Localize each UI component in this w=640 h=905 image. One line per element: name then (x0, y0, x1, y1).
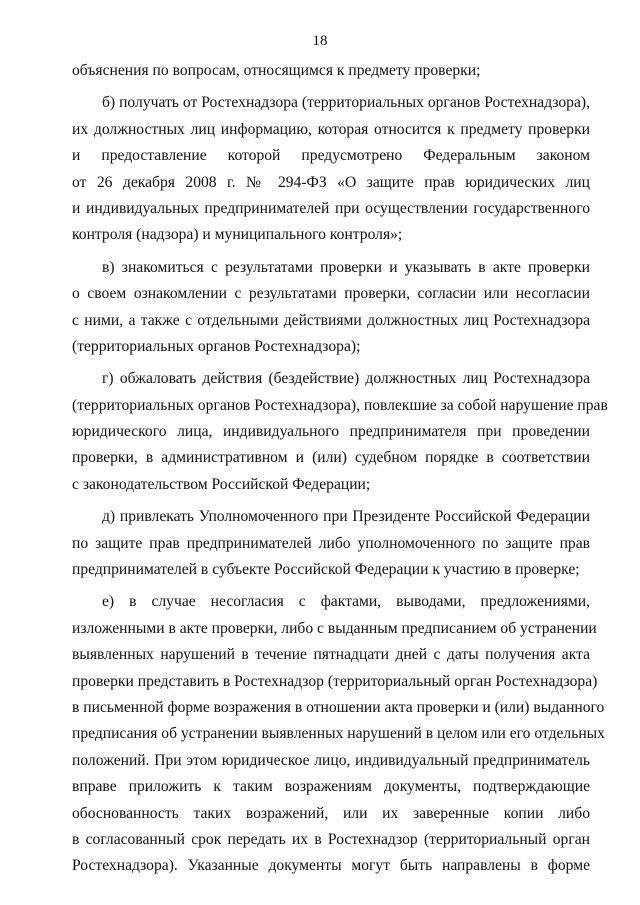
paragraph-item-g (72, 366, 608, 498)
text-line: с законодательством Российской Федерации; (72, 475, 371, 493)
text-line: от 26 декабря 2008 г. № 294-ФЗ «О защите прав юридических лиц (72, 173, 590, 191)
text-line: положений. При этом юридическое лицо, индивидуальный предприниматель (72, 751, 590, 769)
text-line: с ними, а также с отдельными действиями должностных лиц Ростехнадзора (72, 311, 590, 329)
paragraph-item-d (72, 504, 590, 583)
text-line: по защите прав предпринимателей либо уполномоченного по защите прав (72, 534, 590, 552)
text-line: объяснения по вопросам, относящимся к предмету проверки; (72, 62, 481, 79)
text-line: предпринимателей в субъекте Российской Федерации к участию в проверке; (72, 561, 580, 579)
text-line: е) в случае несогласия с фактами, выводами, предложениями, (102, 593, 590, 611)
text-line: предписания об устранении выявленных нарушений в целом или его отдельных (72, 725, 605, 743)
text-line: г) обжаловать действия (бездействие) должностных лиц Ростехнадзора (102, 370, 590, 388)
paragraph-item-e (72, 589, 605, 879)
text-line: и предоставление которой предусмотрено Федеральным законом (72, 147, 590, 165)
text-line: контроля (надзора) и муниципального контроля»; (72, 226, 403, 244)
text-line: обоснованность таких возражений, или их заверенные копии либо (72, 804, 590, 822)
text-line: в согласованный срок передать их в Ростехнадзор (территориальный орган (72, 830, 590, 848)
text-line: (территориальных органов Ростехнадзора); (72, 337, 361, 355)
text-line: выявленных нарушений в течение пятнадцати дней с даты получения акта (72, 646, 590, 664)
text-line: б) получать от Ростехнадзора (территориальных органов Ростехнадзора), (102, 94, 590, 112)
text-line: (территориальных органов Ростехнадзора), повлекшие за собой нарушение прав (72, 396, 608, 414)
text-line: в) знакомиться с результатами проверки и указывать в акте проверки (102, 258, 590, 276)
paragraph-continuation (72, 58, 590, 84)
text-line: в письменной форме возражения в отношении акта проверки и (или) выданного (72, 698, 605, 716)
text-line: Ростехнадзора). Указанные документы могут быть направлены в форме (72, 857, 590, 875)
paragraph-item-b (72, 90, 590, 248)
text-line: их должностных лиц информацию, которая относится к предмету проверки (72, 120, 590, 138)
document-body (72, 58, 608, 880)
paragraph-item-v (72, 255, 590, 361)
text-line: вправе приложить к таким возражениям документы, подтверждающие (72, 778, 590, 796)
text-line: юридического лица, индивидуального предпринимателя при проведении (72, 423, 590, 441)
page-number: 18 (312, 33, 328, 49)
text-line: проверки представить в Ростехнадзор (территориальный орган Ростехнадзора) (72, 672, 598, 690)
text-line: проверки, в административном и (или) судебном порядке в соответствии (72, 449, 590, 467)
text-line: о своем ознакомлении с результатами проверки, согласии или несогласии (72, 285, 590, 303)
text-line: и индивидуальных предпринимателей при осуществлении государственного (72, 199, 590, 217)
text-line: изложенными в акте проверки, либо с выданным предписанием об устранении (72, 619, 597, 637)
text-line: д) привлекать Уполномоченного при Президенте Российской Федерации (102, 508, 590, 526)
